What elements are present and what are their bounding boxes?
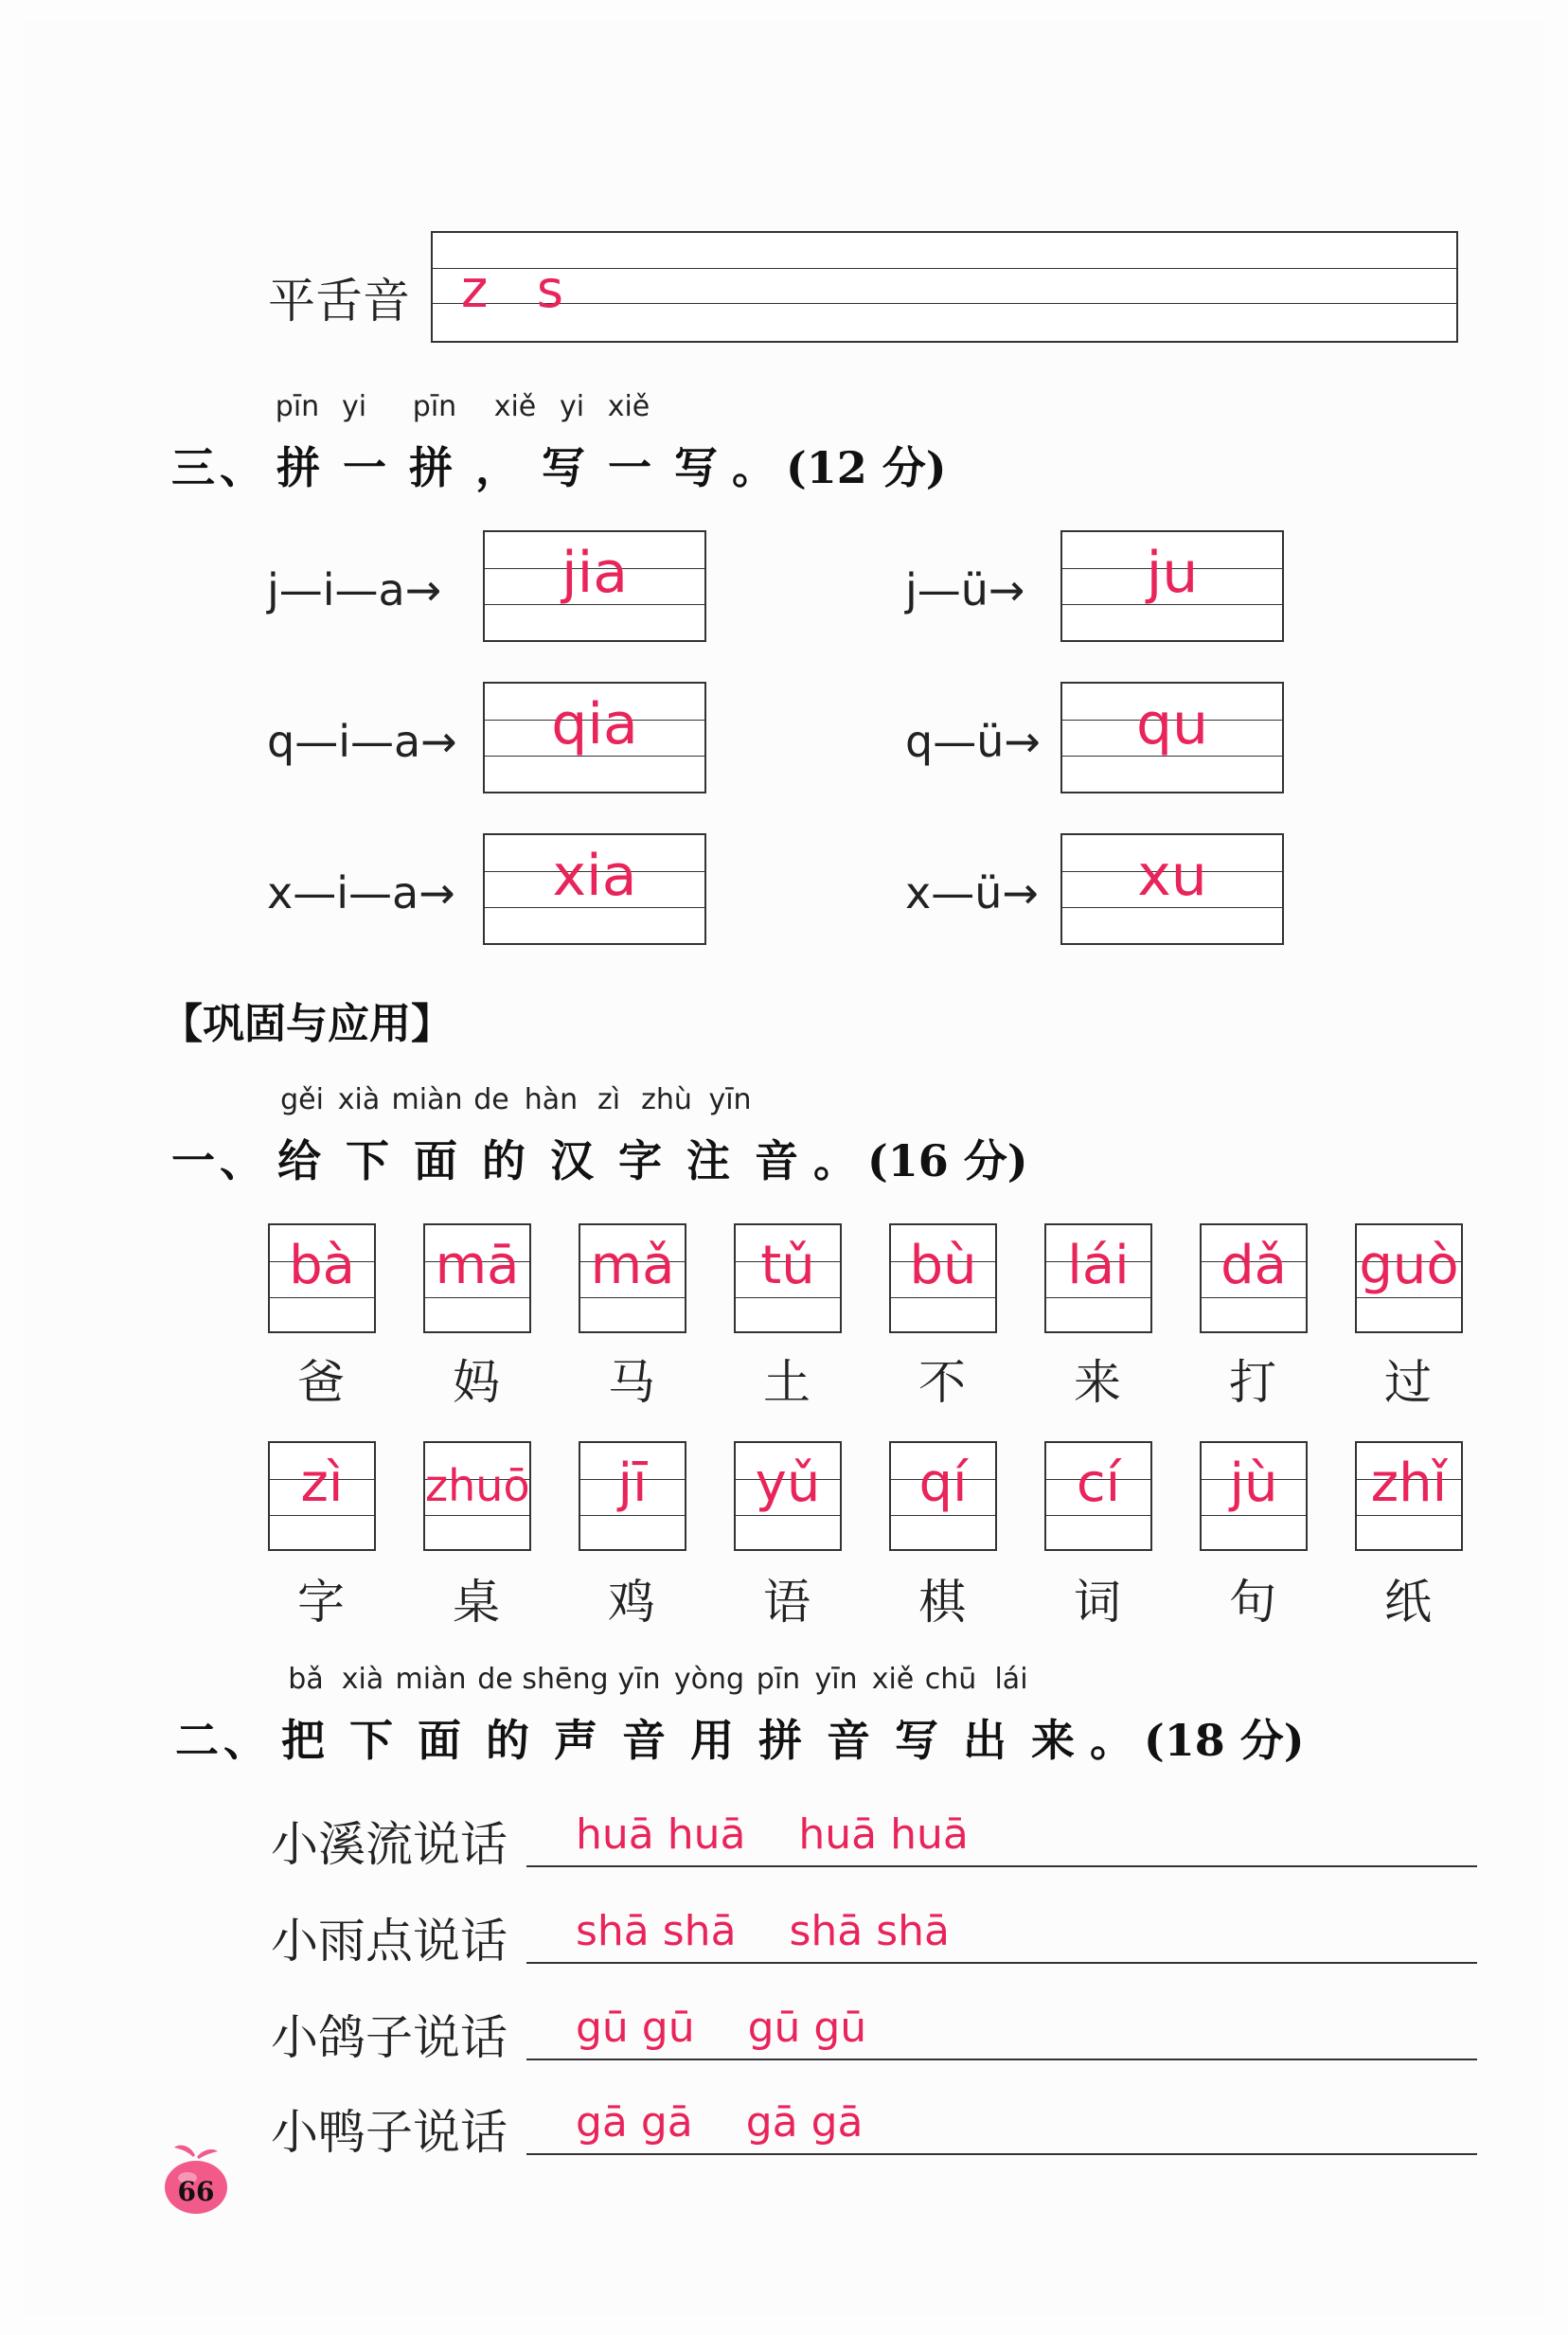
sound-label: 小鸭子说话: [271, 2105, 508, 2160]
spelling-answer-box: [1060, 833, 1284, 945]
heading-char: 。: [813, 1135, 857, 1186]
heading-char: 。: [1090, 1715, 1133, 1766]
spelling-answer: ju: [1146, 540, 1199, 606]
heading-pinyin: pīn: [756, 1663, 801, 1696]
heading-char: 的: [486, 1715, 529, 1766]
pinyin-box: [889, 1223, 997, 1333]
heading-pinyin: xià: [341, 1663, 384, 1696]
section2-title: [172, 1706, 1305, 1769]
chinese-character: 来: [1074, 1355, 1121, 1410]
spelling-answer: jia: [561, 540, 629, 606]
chinese-character: 语: [763, 1575, 811, 1630]
heading-pinyin: pīn: [412, 390, 457, 423]
section2-pinyin: [278, 1663, 1042, 1696]
pinyin-answer: bà: [289, 1235, 355, 1296]
pinyin-box: [1355, 1441, 1463, 1551]
heading-pinyin: miàn: [395, 1663, 467, 1696]
heading-char: 、: [223, 1715, 267, 1766]
heading-pinyin: xià: [337, 1083, 381, 1116]
heading-pinyin: xiě: [607, 390, 650, 423]
pinyin-answer: yǔ: [755, 1453, 821, 1514]
heading-char: 一: [343, 442, 386, 493]
answer-line: [526, 2059, 1477, 2060]
pinyin-box: [268, 1223, 376, 1333]
heading-char: 字: [618, 1135, 662, 1186]
flat-tongue-box: [431, 231, 1458, 343]
heading-char: 声: [554, 1715, 597, 1766]
chinese-character: 纸: [1384, 1575, 1432, 1630]
heading-pinyin: yi: [559, 390, 585, 423]
sound-label: 小鸽子说话: [271, 2010, 508, 2065]
pinyin-answer: zhuō: [425, 1460, 530, 1511]
chinese-character: 句: [1229, 1575, 1276, 1630]
spelling-formula: q—ü→: [905, 716, 1041, 767]
heading-char: 拼: [276, 442, 320, 493]
heading-char: 音: [755, 1135, 798, 1186]
answer-line: [526, 1865, 1477, 1867]
pinyin-answer: tǔ: [760, 1235, 815, 1296]
spelling-formula: x—i—a→: [267, 867, 455, 918]
heading-char: 写: [895, 1715, 938, 1766]
pinyin-box: [734, 1441, 842, 1551]
pinyin-answer: jù: [1229, 1453, 1278, 1514]
sound-label: 小雨点说话: [271, 1914, 508, 1969]
heading-char: 下: [349, 1715, 393, 1766]
heading-pinyin: shēng: [522, 1663, 609, 1696]
chinese-character: 土: [763, 1355, 811, 1410]
heading-char: 来: [1031, 1715, 1075, 1766]
heading-char: 给: [277, 1135, 321, 1186]
spelling-answer: xu: [1137, 843, 1207, 909]
spelling-formula: j—ü→: [905, 564, 1025, 615]
heading-pinyin: gěi: [280, 1083, 324, 1116]
spelling-answer-box: [1060, 682, 1284, 793]
answer-line: [526, 1962, 1477, 1964]
pinyin-box: [1044, 1223, 1152, 1333]
heading-char: 的: [482, 1135, 526, 1186]
heading-char: 一: [171, 1135, 215, 1186]
spelling-answer: xia: [552, 843, 637, 909]
spelling-formula: q—i—a→: [267, 716, 457, 767]
heading-pinyin: zhù: [641, 1083, 692, 1116]
chinese-character: 过: [1384, 1355, 1432, 1410]
heading-score: (18 分): [1144, 1715, 1305, 1766]
heading-pinyin: yīn: [617, 1663, 661, 1696]
spelling-formula: x—ü→: [905, 867, 1039, 918]
pinyin-answer: mǎ: [590, 1235, 675, 1296]
chinese-character: 棋: [918, 1575, 966, 1630]
page-number: 66: [177, 2176, 215, 2207]
section1-pinyin: [275, 1083, 759, 1116]
answer-line: [526, 2153, 1477, 2155]
spelling-answer-box: [483, 682, 706, 793]
heading-pinyin: yi: [341, 390, 367, 423]
spelling-answer-box: [1060, 530, 1284, 642]
heading-pinyin: miàn: [391, 1083, 463, 1116]
pinyin-answer: mā: [435, 1235, 520, 1296]
heading-pinyin: chū: [924, 1663, 977, 1696]
spelling-formula: j—i—a→: [267, 564, 442, 615]
heading-char: 拼: [758, 1715, 802, 1766]
heading-score: (12 分): [786, 442, 947, 493]
pinyin-answer: jī: [617, 1453, 648, 1514]
pinyin-answer: qí: [918, 1453, 968, 1514]
heading-pinyin: de: [473, 1083, 509, 1116]
sound-label: 小溪流说话: [271, 1817, 508, 1872]
heading-char: 下: [346, 1135, 389, 1186]
pinyin-box: [423, 1441, 531, 1551]
pinyin-answer: zhǐ: [1370, 1453, 1448, 1514]
pinyin-box: [734, 1223, 842, 1333]
pinyin-answer: cí: [1076, 1453, 1121, 1514]
pinyin-answer: bù: [909, 1235, 977, 1296]
heading-char: 、: [220, 442, 263, 493]
section3-title: [169, 434, 947, 496]
pinyin-box: [1044, 1441, 1152, 1551]
heading-pinyin: xiě: [871, 1663, 915, 1696]
chinese-character: 打: [1229, 1355, 1276, 1410]
pinyin-answer: zì: [300, 1453, 344, 1514]
heading-pinyin: xiě: [493, 390, 537, 423]
heading-char: 拼: [409, 442, 453, 493]
pinyin-box: [1355, 1223, 1463, 1333]
spelling-answer-box: [483, 833, 706, 945]
pinyin-box: [889, 1441, 997, 1551]
heading-char: 注: [686, 1135, 730, 1186]
heading-pinyin: yòng: [673, 1663, 745, 1696]
heading-pinyin: hàn: [524, 1083, 579, 1116]
heading-char: 把: [281, 1715, 325, 1766]
flat-tongue-answer: z s: [461, 259, 563, 319]
heading-char: 写: [674, 442, 718, 493]
heading-char: 二: [175, 1715, 219, 1766]
heading-char: 出: [963, 1715, 1007, 1766]
sound-answer: gā gā gā gā: [576, 2098, 864, 2147]
heading-char: 面: [414, 1135, 457, 1186]
pinyin-answer: guò: [1359, 1235, 1459, 1296]
heading-char: 三: [171, 442, 215, 493]
section3-pinyin: [269, 390, 657, 423]
chinese-character: 字: [297, 1575, 345, 1630]
heading-char: 音: [622, 1715, 666, 1766]
heading-pinyin: lái: [994, 1663, 1028, 1696]
chinese-character: 词: [1074, 1575, 1121, 1630]
consolidate-title: 【巩固与应用】: [161, 1000, 453, 1048]
heading-char: 一: [608, 442, 651, 493]
heading-pinyin: bǎ: [288, 1663, 324, 1696]
pinyin-answer: dǎ: [1221, 1235, 1287, 1296]
heading-pinyin: pīn: [275, 390, 320, 423]
spelling-answer: qia: [551, 691, 638, 758]
flat-tongue-label: 平舌音: [268, 274, 410, 329]
heading-char: 用: [690, 1715, 734, 1766]
heading-char: ，: [475, 442, 519, 493]
heading-char: 写: [542, 442, 585, 493]
chinese-character: 桌: [453, 1575, 500, 1630]
chinese-character: 爸: [297, 1355, 345, 1410]
pinyin-box: [423, 1223, 531, 1333]
pinyin-box: [268, 1441, 376, 1551]
chinese-character: 妈: [453, 1355, 500, 1410]
chinese-character: 鸡: [608, 1575, 655, 1630]
section1-title: [169, 1127, 1028, 1189]
spelling-answer-box: [483, 530, 706, 642]
heading-score: (16 分): [867, 1135, 1028, 1186]
sound-answer: shā shā shā shā: [576, 1907, 951, 1955]
pinyin-box: [579, 1223, 686, 1333]
pinyin-box: [1200, 1223, 1308, 1333]
heading-char: 面: [418, 1715, 461, 1766]
sound-answer: huā huā huā huā: [576, 1810, 969, 1859]
heading-char: 。: [732, 442, 775, 493]
heading-pinyin: yīn: [708, 1083, 752, 1116]
heading-pinyin: de: [477, 1663, 513, 1696]
sound-answer: gū gū gū gū: [576, 2004, 867, 2052]
heading-char: 汉: [550, 1135, 594, 1186]
pinyin-box: [1200, 1441, 1308, 1551]
heading-char: 音: [827, 1715, 870, 1766]
heading-char: 、: [220, 1135, 263, 1186]
pinyin-box: [579, 1441, 686, 1551]
chinese-character: 不: [918, 1355, 966, 1410]
spelling-answer: qu: [1135, 691, 1209, 758]
chinese-character: 马: [608, 1355, 655, 1410]
heading-pinyin: zì: [597, 1083, 621, 1116]
pinyin-answer: lái: [1067, 1235, 1130, 1296]
heading-pinyin: yīn: [814, 1663, 858, 1696]
